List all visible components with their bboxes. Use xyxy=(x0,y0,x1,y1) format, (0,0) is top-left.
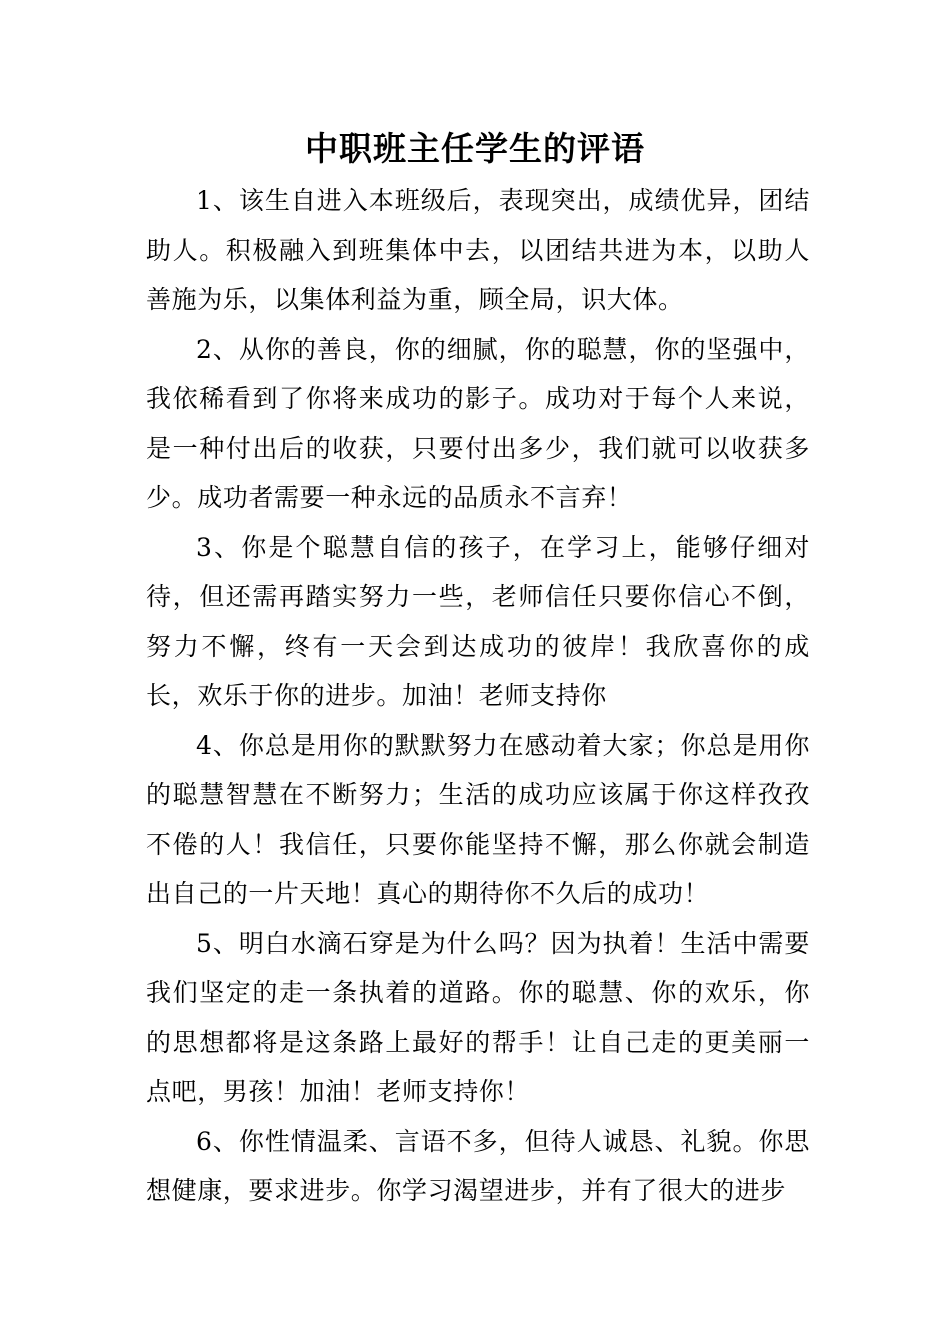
document-title: 中职班主任学生的评语 xyxy=(305,129,645,168)
paragraph-2: 2、从你的善良，你的细腻，你的聪慧，你的坚强中，我依稀看到了你将来成功的影子。成功对于每个人来说，是一种付出后的收获，只要付出多少，我们就可以收获多少。成功者需要一种永远的品质永不言弃！ xyxy=(146,334,810,512)
paragraph-5: 5、明白水滴石穿是为什么吗？因为执着！生活中需要我们坚定的走一条执着的道路。你的聪慧、你的欢乐，你的思想都将是这条路上最好的帮手！让自己走的更美丽一点吧，男孩！加油！老师支持你！ xyxy=(146,928,810,1106)
paragraph-3: 3、你是个聪慧自信的孩子，在学习上，能够仔细对待，但还需再踏实努力一些，老师信任只要你信心不倒，努力不懈，终有一天会到达成功的彼岸！我欣喜你的成长，欢乐于你的进步。加油！老师支持你 xyxy=(146,532,810,710)
document-body xyxy=(146,176,810,1216)
paragraph-4: 4、你总是用你的默默努力在感动着大家；你总是用你的聪慧智慧在不断努力；生活的成功应该属于你这样孜孜不倦的人！我信任，只要你能坚持不懈，那么你就会制造出自己的一片天地！真心的期待你不久后的成功！ xyxy=(146,730,810,908)
paragraph-1: 1、该生自进入本班级后，表现突出，成绩优异，团结助人。积极融入到班集体中去，以团结共进为本，以助人善施为乐，以集体利益为重，顾全局，识大体。 xyxy=(146,186,810,314)
paragraph-6: 6、你性情温柔、言语不多，但待人诚恳、礼貌。你思想健康，要求进步。你学习渴望进步，并有了很大的进步 xyxy=(146,1126,810,1205)
